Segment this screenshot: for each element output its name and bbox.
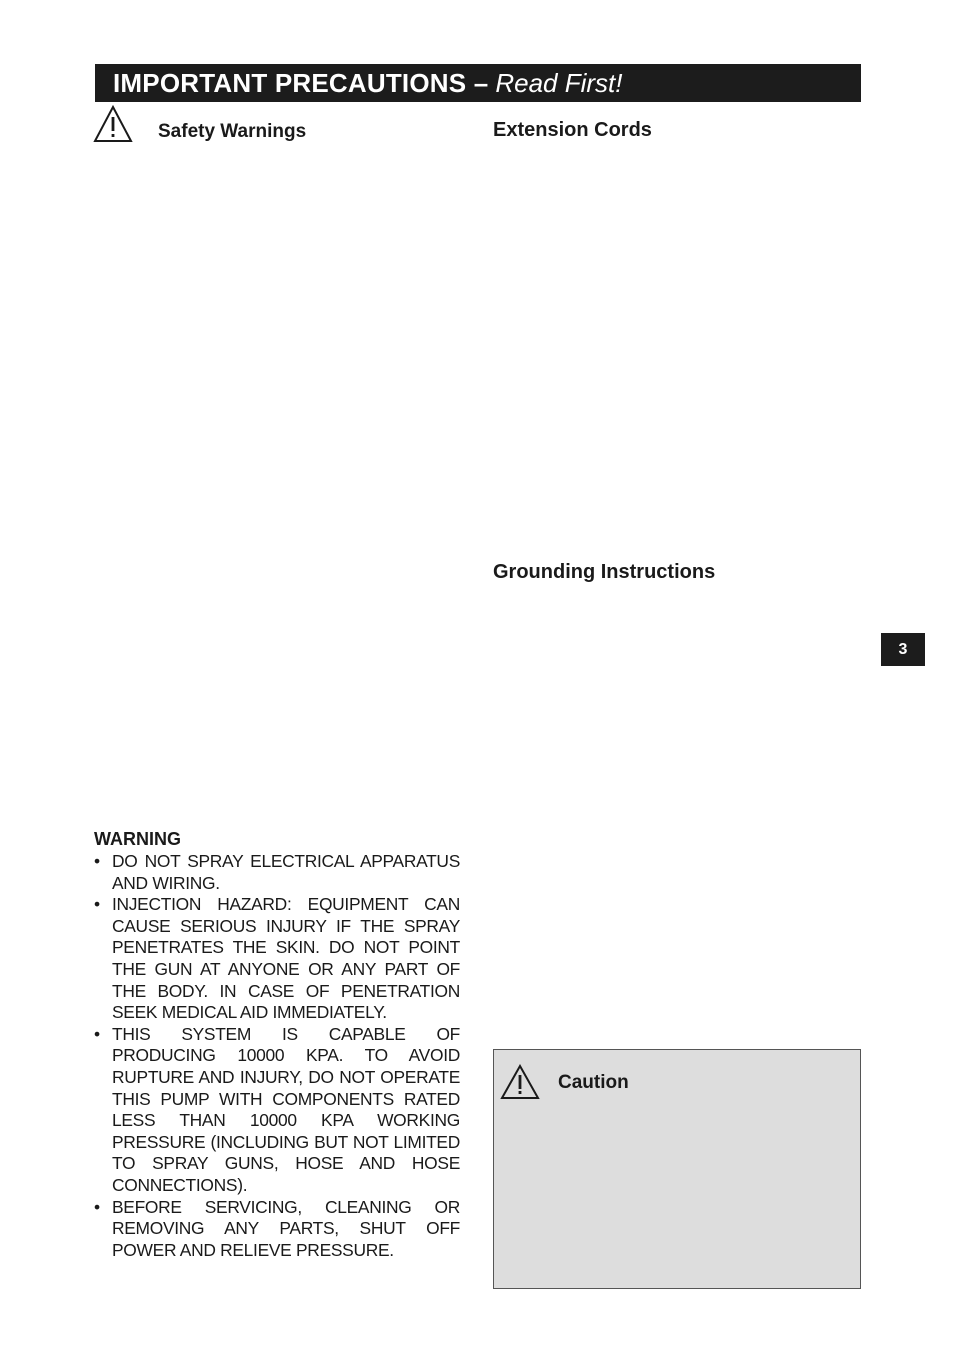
bullet: •	[94, 851, 100, 871]
list-item	[94, 1024, 460, 1197]
warning-triangle-icon	[500, 1064, 540, 1100]
page-title: IMPORTANT PRECAUTIONS –	[113, 67, 489, 98]
page-number-tab: 3	[881, 633, 925, 666]
list-item	[94, 851, 460, 894]
warning-label: WARNING	[94, 829, 181, 849]
warning-item-text: BEFORE SERVICING, CLEANING OR REMOVING ANY PARTS, SHUT OFF POWER AND RELIEVE PRESSURE.	[112, 1196, 460, 1260]
extension-cords-heading: Extension Cords	[493, 119, 652, 141]
warning-item-text: INJECTION HAZARD: EQUIPMENT CAN CAUSE SERIOUS INJURY IF THE SPRAY PENETRATES THE SKIN. DO NOT POINT THE GUN AT ANYONE OR ANY PART OF THE BODY. IN CASE OF PENETRATION SEEK MEDICAL AID IMMEDIATELY.	[112, 894, 460, 1023]
warning-item-text: THIS SYSTEM IS CAPABLE OF PRODUCING 10000 KPA. TO AVOID RUPTURE AND INJURY, DO NOT OPERATE THIS PUMP WITH COMPONENTS RATED LESS THAN 10000 KPA WORKING PRESSURE (INCLUDING BUT NOT LIMITED TO SPRAY GUNS, HOSE AND HOSE CONNECTIONS).	[112, 1023, 460, 1195]
page-subtitle: Read First!	[495, 67, 623, 98]
caution-label: Caution	[558, 1072, 629, 1093]
warning-list	[94, 851, 460, 1261]
bullet: •	[94, 1196, 100, 1217]
grounding-instructions-heading: Grounding Instructions	[493, 561, 716, 583]
list-item	[94, 1197, 460, 1262]
warning-block	[94, 829, 460, 1261]
bullet: •	[94, 894, 100, 915]
caution-box	[493, 1049, 861, 1289]
safety-warnings-heading: Safety Warnings	[158, 121, 307, 142]
list-item	[94, 894, 460, 1024]
page-title-bar	[95, 64, 861, 102]
warning-triangle-icon	[93, 105, 133, 143]
warning-item-text: DO NOT SPRAY ELECTRICAL APPARATUS AND WIRING.	[112, 851, 460, 893]
bullet: •	[94, 1023, 100, 1044]
